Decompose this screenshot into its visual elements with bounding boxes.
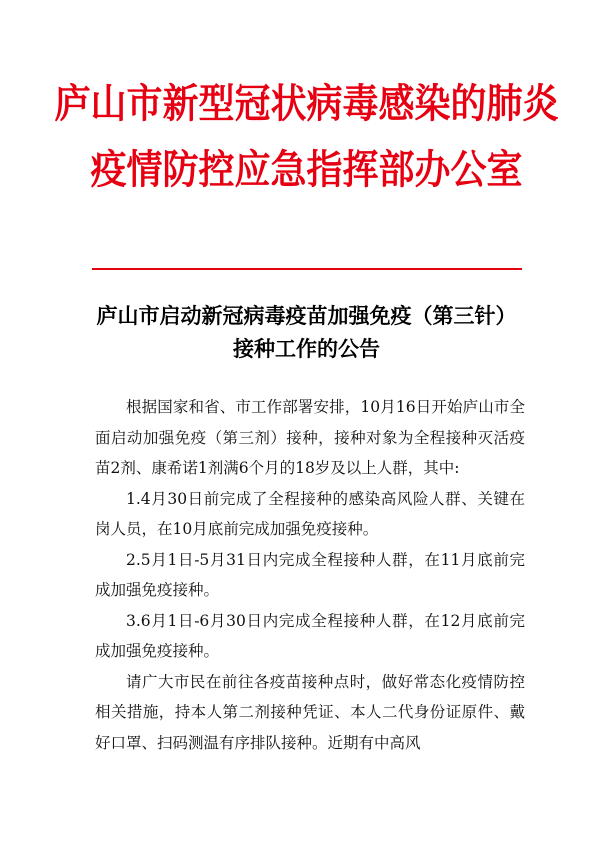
body-paragraph-reminder: 请广大市民在前往各疫苗接种点时，做好常态化疫情防控相关措施，持本人第二剂接种凭证、本人二代身份证原件、戴好口罩、扫码测温有序排队接种。近期有中高风 xyxy=(95,672,525,752)
body-paragraph-item-3: 3.6月1日-6月30日内完成全程接种人群，在12月底前完成加强免疫接种。 xyxy=(95,611,525,660)
body-paragraph-item-1: 1.4月30日前完成了全程接种的感染高风险人群、关键在岗人员，在10月底前完成加强免疫接种。 xyxy=(95,489,525,538)
notice-body xyxy=(95,392,525,758)
notice-title-line-1: 庐山市启动新冠病毒疫苗加强免疫（第三针） xyxy=(96,303,517,328)
notice-title-line-2: 接种工作的公告 xyxy=(233,336,380,361)
body-paragraph-item-2: 2.5月1日-5月31日内完成全程接种人群，在11月底前完成加强免疫接种。 xyxy=(95,550,525,599)
issuer-header-line-1: 庐山市新型冠状病毒感染的肺炎 xyxy=(54,80,559,127)
issuer-header-line-2: 疫情防控应急指挥部办公室 xyxy=(90,146,523,193)
red-divider-line xyxy=(92,268,522,270)
body-paragraph-intro: 根据国家和省、市工作部署安排，10月16日开始庐山市全面启动加强免疫（第三剂）接种，接种对象为全程接种灭活疫苗2剂、康希诺1剂满6个月的18岁及以上人群，其中: xyxy=(95,398,525,477)
